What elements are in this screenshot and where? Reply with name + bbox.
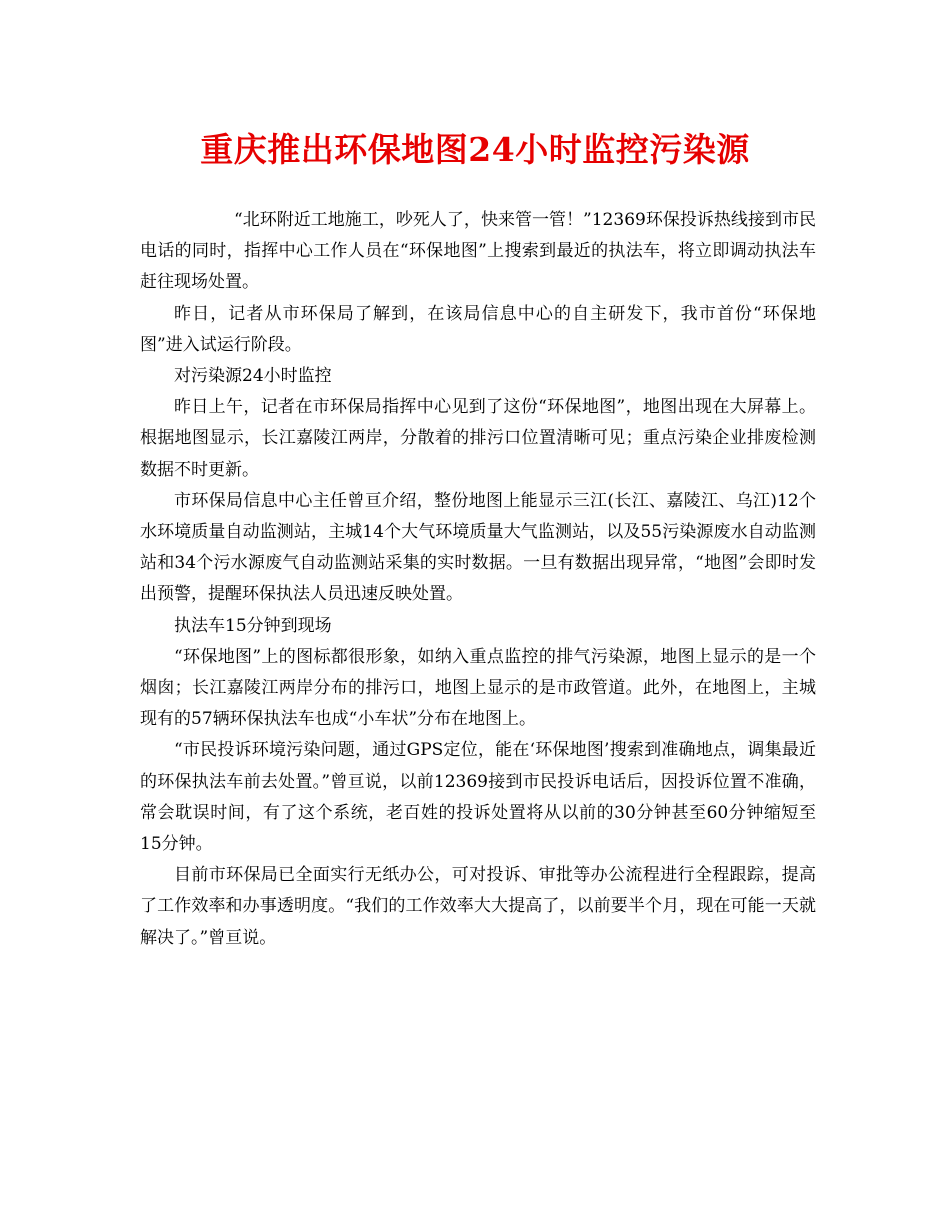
section-heading-1: 对污染源24小时监控 <box>174 366 332 387</box>
page-title: 重庆推出环保地图24小时监控污染源 <box>200 130 750 169</box>
paragraph-5: “环保地图”上的图标都很形象，如纳入重点监控的排气污染源，地图上显示的是一个烟囱；长江嘉陵江两岸分布的排污口，地图上显示的是市政管道。此外，在地图上，主城现有的57辆环保执法车也成“小车状”分布在地图上。 <box>140 646 816 730</box>
paragraph-2: 昨日，记者从市环保局了解到，在该局信息中心的自主研发下，我市首份“环保地图”进入试运行阶段。 <box>140 303 816 355</box>
paragraph-7: 目前市环保局已全面实行无纸办公，可对投诉、审批等办公流程进行全程跟踪，提高了工作效率和办事透明度。“我们的工作效率大大提高了，以前要半个月，现在可能一天就解决了。”曾亘说。 <box>140 865 816 948</box>
paragraph-6: “市民投诉环境污染问题，通过GPS定位，能在‘环保地图’搜索到准确地点，调集最近的环保执法车前去处置。”曾亘说，以前12369接到市民投诉电话后，因投诉位置不准确，常会耽误时间，有了这个系统，老百姓的投诉处置将从以前的30分钟甚至60分钟缩短至15分钟。 <box>140 740 816 855</box>
paragraph-4: 市环保局信息中心主任曾亘介绍，整份地图上能显示三江(长江、嘉陵江、乌江)12个水环境质量自动监测站，主城14个大气环境质量大气监测站，以及55污染源废水自动监测站和34个污水源废气自动监测站采集的实时数据。一旦有数据出现异常，“地图”会即时发出预警，提醒环保执法人员迅速反映处置。 <box>140 490 816 605</box>
section-heading-2: 执法车15分钟到现场 <box>174 615 332 636</box>
paragraph-3: 昨日上午，记者在市环保局指挥中心见到了这份“环保地图”，地图出现在大屏幕上。根据地图显示，长江嘉陵江两岸，分散着的排污口位置清晰可见；重点污染企业排废检测数据不时更新。 <box>140 397 816 480</box>
paragraph-1: “北环附近工地施工，吵死人了，快来管一管！”12369环保投诉热线接到市民电话的同时，指挥中心工作人员在“环保地图”上搜索到最近的执法车，将立即调动执法车赶往现场处置。 <box>140 210 816 293</box>
article-body <box>140 205 816 954</box>
